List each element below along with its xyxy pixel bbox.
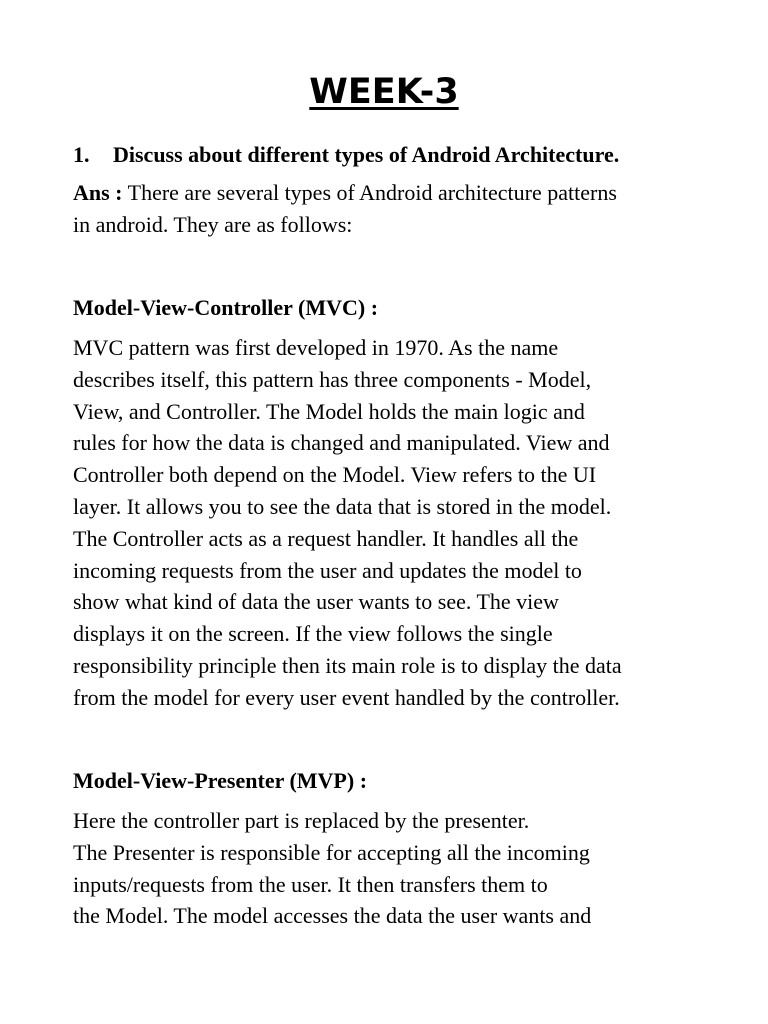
body-line: show what kind of data the user wants to see. The view bbox=[73, 589, 559, 615]
question-text: Discuss about different types of Android Architecture. bbox=[113, 142, 620, 167]
section-heading-mvc: Model-View-Controller (MVC) : bbox=[73, 295, 379, 320]
body-line: Here the controller part is replaced by the presenter. bbox=[73, 808, 530, 833]
page-title: WEEK-3 bbox=[309, 72, 459, 112]
body-line: the Model. The model accesses the data the user wants and bbox=[73, 903, 592, 929]
section-heading-mvp: Model-View-Presenter (MVP) : bbox=[73, 768, 368, 793]
body-line: displays it on the screen. If the view follows the single bbox=[73, 621, 553, 647]
body-line: from the model for every user event handled by the controller. bbox=[73, 684, 620, 710]
answer-line: There are several types of Android architecture patterns bbox=[127, 180, 617, 205]
body-line: incoming requests from the user and updates the model to bbox=[73, 557, 582, 583]
body-line: layer. It allows you to see the data that is stored in the model. bbox=[73, 493, 612, 519]
section-body-mvc bbox=[73, 332, 698, 714]
answer-label: Ans : bbox=[73, 180, 123, 205]
body-line: View, and Controller. The Model holds the main logic and bbox=[73, 398, 585, 424]
section-body-mvp bbox=[73, 805, 698, 932]
answer-line: in android. They are as follows: bbox=[73, 212, 353, 237]
body-line: responsibility principle then its main role is to display the data bbox=[73, 652, 622, 678]
body-line: Controller both depend on the Model. View refers to the UI bbox=[73, 462, 597, 488]
question bbox=[73, 141, 713, 169]
question-number: 1. bbox=[73, 142, 90, 167]
body-line: The Presenter is responsible for accepting all the incoming bbox=[73, 839, 590, 865]
answer-paragraph bbox=[73, 177, 698, 241]
body-line: MVC pattern was first developed in 1970. As the name bbox=[73, 335, 559, 360]
body-line: inputs/requests from the user. It then transfers them to bbox=[73, 871, 548, 897]
body-line: The Controller acts as a request handler. It handles all the bbox=[73, 525, 579, 551]
body-line: rules for how the data is changed and manipulated. View and bbox=[73, 430, 610, 456]
body-line: describes itself, this pattern has three components - Model, bbox=[73, 366, 592, 392]
